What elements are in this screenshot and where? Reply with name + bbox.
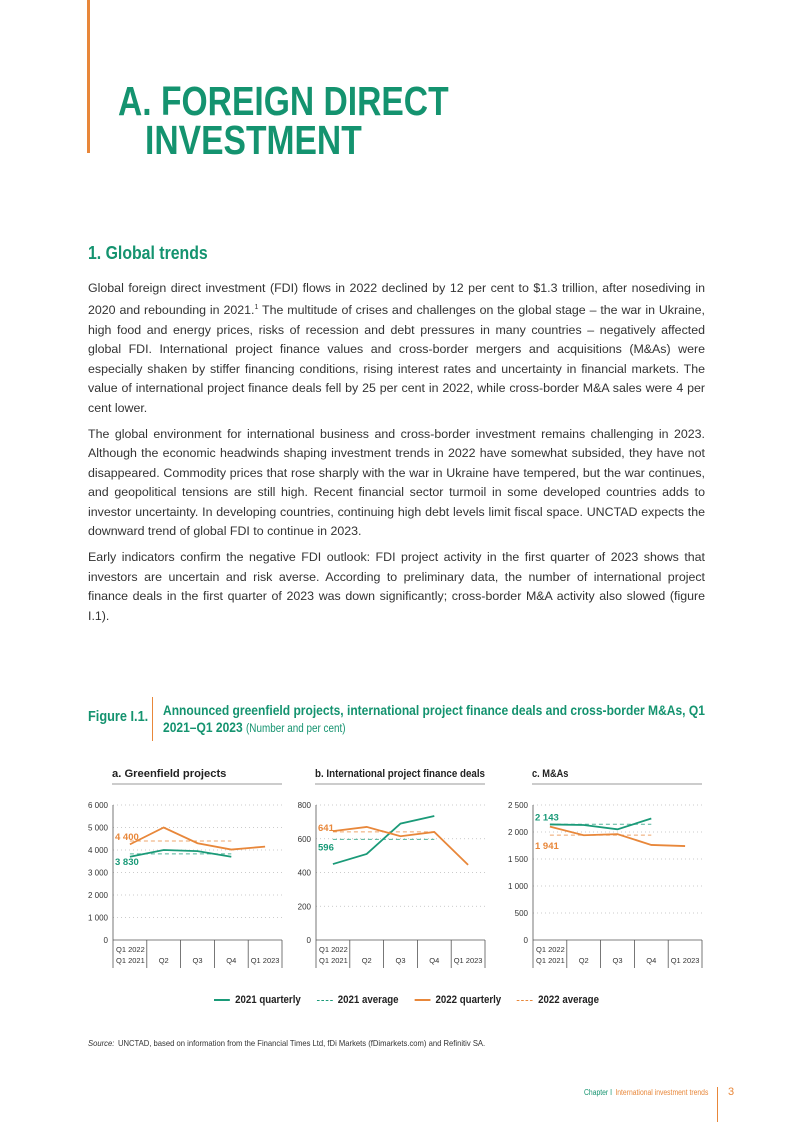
series-line	[130, 828, 265, 850]
chart-greenfield	[80, 762, 295, 972]
y-tick-label: 2 000	[87, 891, 108, 900]
source-text: UNCTAD, based on information from the Financial Times Ltd, fDi Markets (fDimarkets.com) and Refinitiv SA.	[117, 1038, 486, 1048]
x-tick-label: Q4	[429, 956, 440, 965]
y-tick-label: 2 500	[507, 801, 528, 810]
paragraph: The global environment for international business and cross-border investment remains challenging in 2023. Although the economic headwinds shaping investment trends in 2022 have somewhat subsided, they have not disappeared. Commodity prices that rose sharply with the war in Ukraine have tempered, but the war continues, and geopolitical tensions are still high. Recent financial sector turmoil in some developed countries adds to investor uncertainty. In developing countries, continuing high debt levels limit fiscal space. UNCTAD expects the downward trend of global FDI to continue in 2023.	[88, 426, 705, 538]
x-tick-label: Q1 2023	[250, 956, 280, 965]
y-tick-label: 0	[306, 936, 311, 945]
dashed-line-swatch	[517, 1000, 533, 1001]
accent-bar	[87, 0, 90, 153]
y-tick-label: 3 000	[87, 868, 108, 878]
paragraph	[88, 279, 705, 418]
y-tick-label: 800	[297, 801, 311, 810]
y-tick-label: 1 500	[507, 855, 528, 864]
x-tick-label: Q3	[395, 956, 406, 965]
figure-source	[88, 1038, 485, 1048]
legend-label: 2022 average	[538, 994, 599, 1006]
paragraph-text: Global foreign direct investment (FDI) flows in 2022 declined by 12 per cent to $1.3 trillion, after nosediving in 2020 and rebounding in 2021.	[88, 281, 705, 318]
dashed-line-swatch	[317, 1000, 333, 1001]
legend-label: 2022 quarterly	[435, 994, 502, 1006]
average-label: 4 400	[115, 832, 139, 843]
y-tick-label: 600	[297, 834, 311, 844]
paragraph-text: The multitude of crises and challenges on the global stage – the war in Ukraine, high food and energy prices, risks of recession and debt pressures in many countries – negatively affected global FDI. International project finance values and cross-border mergers and acquisitions (M&As) were especially shaken by stiffer financing conditions, rising interest rates and uncertainty in financial markets. The value of international project finance deals fell by 25 per cent in 2022, while cross-border M&A sales were 4 per cent lower.	[88, 303, 705, 415]
figure-subtitle: (Number and per cent)	[246, 723, 346, 735]
chart-title: b. International project finance deals	[315, 768, 485, 780]
figure-title-text: Announced greenfield projects, international project finance deals and cross-border M&As, Q1 2021–Q1 2023	[163, 702, 705, 735]
x-tick-label: Q2	[361, 956, 372, 965]
title-letter: A.	[118, 78, 152, 124]
x-tick-label: Q1 2022	[116, 945, 145, 954]
x-tick-label: Q2	[158, 956, 169, 965]
x-tick-label: Q1 2021	[116, 956, 145, 965]
y-tick-label: 6 000	[87, 801, 108, 810]
figure-divider	[152, 697, 153, 741]
x-tick-label: Q3	[612, 956, 623, 965]
x-tick-label: Q4	[226, 956, 237, 965]
footnote-ref[interactable]: 1	[254, 304, 259, 312]
x-tick-label: Q4	[646, 956, 657, 965]
y-tick-label: 0	[103, 936, 108, 945]
title-line1: FOREIGN DIRECT	[160, 78, 449, 124]
page-number: 3	[728, 1086, 735, 1098]
y-tick-label: 1 000	[87, 913, 108, 923]
x-tick-label: Q3	[192, 956, 203, 965]
legend-item	[317, 994, 399, 1006]
average-label: 596	[318, 842, 334, 854]
y-tick-label: 2 000	[507, 828, 528, 837]
average-label: 1 941	[535, 841, 559, 853]
legend-item	[414, 994, 501, 1006]
footer-chapter: Chapter I	[584, 1088, 612, 1097]
footer-divider	[717, 1087, 718, 1122]
chart-project-finance	[283, 762, 498, 972]
x-tick-label: Q1 2022	[319, 945, 348, 954]
solid-line-swatch	[414, 999, 430, 1001]
chart-mas	[500, 762, 715, 972]
y-tick-label: 4 000	[87, 846, 108, 855]
chart-title: c. M&As	[532, 768, 569, 780]
x-tick-label: Q1 2021	[319, 956, 348, 965]
y-tick-label: 1 000	[507, 882, 528, 891]
chart-svg	[500, 762, 715, 972]
page-footer	[584, 1088, 708, 1097]
chapter-title	[118, 78, 449, 163]
title-line2: INVESTMENT	[145, 117, 362, 163]
figure-label: Figure I.1.	[88, 708, 149, 725]
paragraph: Early indicators confirm the negative FDI outlook: FDI project activity in the first quarter of 2023 shows that investors are uncertain and risk averse. According to preliminary data, the number of international project finance deals in the first quarter of 2023 was down significantly; cross-border M&A activity also slowed (figure I.1).	[88, 550, 705, 623]
chart-svg	[80, 762, 295, 972]
chart-svg	[283, 762, 498, 972]
legend-item	[214, 994, 301, 1006]
x-tick-label: Q1 2023	[453, 956, 483, 965]
x-tick-label: Q2	[578, 956, 589, 965]
y-tick-label: 200	[297, 902, 311, 912]
y-tick-label: 400	[297, 868, 311, 878]
chart-title: a. Greenfield projects	[112, 768, 227, 780]
series-line	[333, 827, 468, 865]
x-tick-label: Q1 2022	[536, 945, 565, 954]
legend-label: 2021 quarterly	[235, 994, 301, 1006]
section-heading: 1. Global trends	[88, 243, 208, 263]
source-label: Source:	[88, 1038, 115, 1048]
average-label: 641	[318, 822, 334, 834]
y-tick-label: 500	[514, 909, 528, 918]
average-label: 2 143	[535, 812, 559, 824]
figure-title	[163, 702, 731, 738]
y-tick-label: 0	[523, 936, 528, 945]
chart-legend	[214, 994, 599, 1006]
legend-item	[517, 994, 599, 1006]
series-line	[333, 816, 434, 864]
x-tick-label: Q1 2021	[536, 956, 565, 965]
body-text	[88, 279, 705, 633]
legend-label: 2021 average	[337, 994, 399, 1006]
x-tick-label: Q1 2023	[670, 956, 700, 965]
footer-chapter-title: International investment trends	[615, 1088, 709, 1097]
y-tick-label: 5 000	[87, 823, 108, 833]
average-label: 3 830	[115, 856, 139, 868]
solid-line-swatch	[214, 999, 230, 1001]
